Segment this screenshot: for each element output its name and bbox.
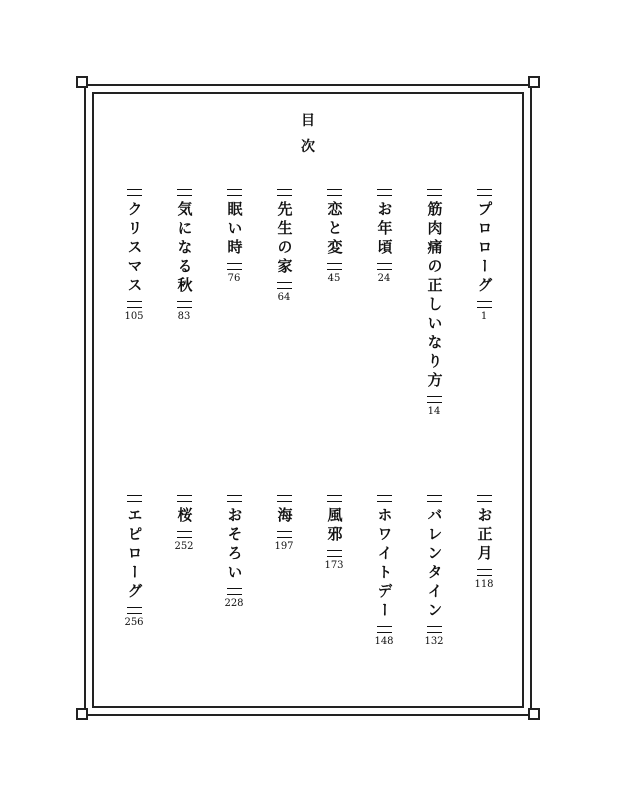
toc-entry-title: 眠い時 bbox=[225, 201, 244, 258]
toc-entry[interactable] bbox=[314, 493, 354, 571]
toc-entry-page: 256 bbox=[124, 617, 144, 628]
toc-entry-title: 先生の家 bbox=[275, 201, 294, 277]
toc-entry-page: 105 bbox=[124, 311, 144, 322]
toc-entry-page: 173 bbox=[324, 560, 344, 571]
toc-entry-page: 83 bbox=[177, 311, 191, 322]
leader-rule bbox=[377, 495, 392, 502]
toc-entry[interactable] bbox=[414, 187, 454, 417]
toc-entry-page: 1 bbox=[480, 311, 488, 322]
leader-rule bbox=[177, 495, 192, 502]
leader-rule bbox=[227, 495, 242, 502]
toc-entry-page: 148 bbox=[374, 636, 394, 647]
toc-entry-page: 132 bbox=[424, 636, 444, 647]
leader-rule bbox=[227, 588, 242, 595]
toc-entry-page: 197 bbox=[274, 541, 294, 552]
toc-entry-page: 45 bbox=[327, 273, 341, 284]
toc-heading-char-1: 目 bbox=[301, 113, 315, 129]
leader-rule bbox=[477, 495, 492, 502]
toc-entry-title: 風邪 bbox=[325, 507, 344, 545]
leader-rule bbox=[377, 626, 392, 633]
toc-entry[interactable] bbox=[214, 187, 254, 284]
leader-rule bbox=[327, 189, 342, 196]
toc-entry-title: エピローグ bbox=[125, 507, 144, 602]
toc-entry[interactable] bbox=[264, 493, 304, 552]
page-frame-inner bbox=[92, 92, 524, 708]
toc-entry[interactable] bbox=[214, 493, 254, 609]
frame-corner-ornament bbox=[76, 76, 88, 88]
toc-entry-title: プロローグ bbox=[475, 201, 494, 296]
toc-entry-page: 14 bbox=[427, 406, 441, 417]
toc-entry-title: 桜 bbox=[175, 507, 194, 526]
toc-entry-page: 64 bbox=[277, 292, 291, 303]
toc-entry[interactable] bbox=[164, 493, 204, 552]
leader-rule bbox=[177, 189, 192, 196]
toc-entry-page: 24 bbox=[377, 273, 391, 284]
toc-entry[interactable] bbox=[314, 187, 354, 284]
toc-entry[interactable] bbox=[114, 187, 154, 322]
toc-entry-title: 海 bbox=[275, 507, 294, 526]
leader-rule bbox=[427, 396, 442, 403]
toc-entry-page: 228 bbox=[224, 598, 244, 609]
toc-entry[interactable] bbox=[414, 493, 454, 647]
leader-rule bbox=[377, 263, 392, 270]
leader-rule bbox=[127, 189, 142, 196]
leader-rule bbox=[277, 495, 292, 502]
toc-entry[interactable] bbox=[464, 493, 504, 590]
toc-entry-title: 気になる秋 bbox=[175, 201, 194, 296]
toc-entry[interactable] bbox=[364, 187, 404, 284]
toc-entry-page: 252 bbox=[174, 541, 194, 552]
toc-entry-page: 118 bbox=[474, 579, 494, 590]
toc-entry[interactable] bbox=[164, 187, 204, 322]
leader-rule bbox=[327, 550, 342, 557]
frame-corner-ornament bbox=[528, 76, 540, 88]
leader-rule bbox=[127, 495, 142, 502]
leader-rule bbox=[277, 189, 292, 196]
toc-entry[interactable] bbox=[464, 187, 504, 322]
leader-rule bbox=[477, 569, 492, 576]
toc-entry-title: ホワイトデー bbox=[375, 507, 394, 621]
leader-rule bbox=[127, 607, 142, 614]
leader-rule bbox=[327, 263, 342, 270]
leader-rule bbox=[177, 301, 192, 308]
toc-entry-title: おそろい bbox=[225, 507, 244, 583]
leader-rule bbox=[427, 626, 442, 633]
toc-entry[interactable] bbox=[114, 493, 154, 628]
toc-heading-char-2: 次 bbox=[301, 139, 315, 155]
frame-corner-ornament bbox=[76, 708, 88, 720]
frame-corner-ornament bbox=[528, 708, 540, 720]
leader-rule bbox=[277, 282, 292, 289]
leader-rule bbox=[277, 531, 292, 538]
leader-rule bbox=[477, 301, 492, 308]
leader-rule bbox=[227, 263, 242, 270]
toc-entry[interactable] bbox=[364, 493, 404, 647]
toc-entry-title: バレンタイン bbox=[425, 507, 444, 621]
leader-rule bbox=[427, 189, 442, 196]
leader-rule bbox=[227, 189, 242, 196]
toc-entry-page: 76 bbox=[227, 273, 241, 284]
toc-entry-title: 筋肉痛の正しいなり方 bbox=[425, 201, 444, 391]
leader-rule bbox=[177, 531, 192, 538]
toc-entry-title: クリスマス bbox=[125, 201, 144, 296]
leader-rule bbox=[427, 495, 442, 502]
toc-entry-title: お正月 bbox=[475, 507, 494, 564]
leader-rule bbox=[327, 495, 342, 502]
toc-entry[interactable] bbox=[264, 187, 304, 303]
toc-entry-title: 恋と変 bbox=[325, 201, 344, 258]
leader-rule bbox=[477, 189, 492, 196]
leader-rule bbox=[377, 189, 392, 196]
toc-entry-title: お年頃 bbox=[375, 201, 394, 258]
leader-rule bbox=[127, 301, 142, 308]
